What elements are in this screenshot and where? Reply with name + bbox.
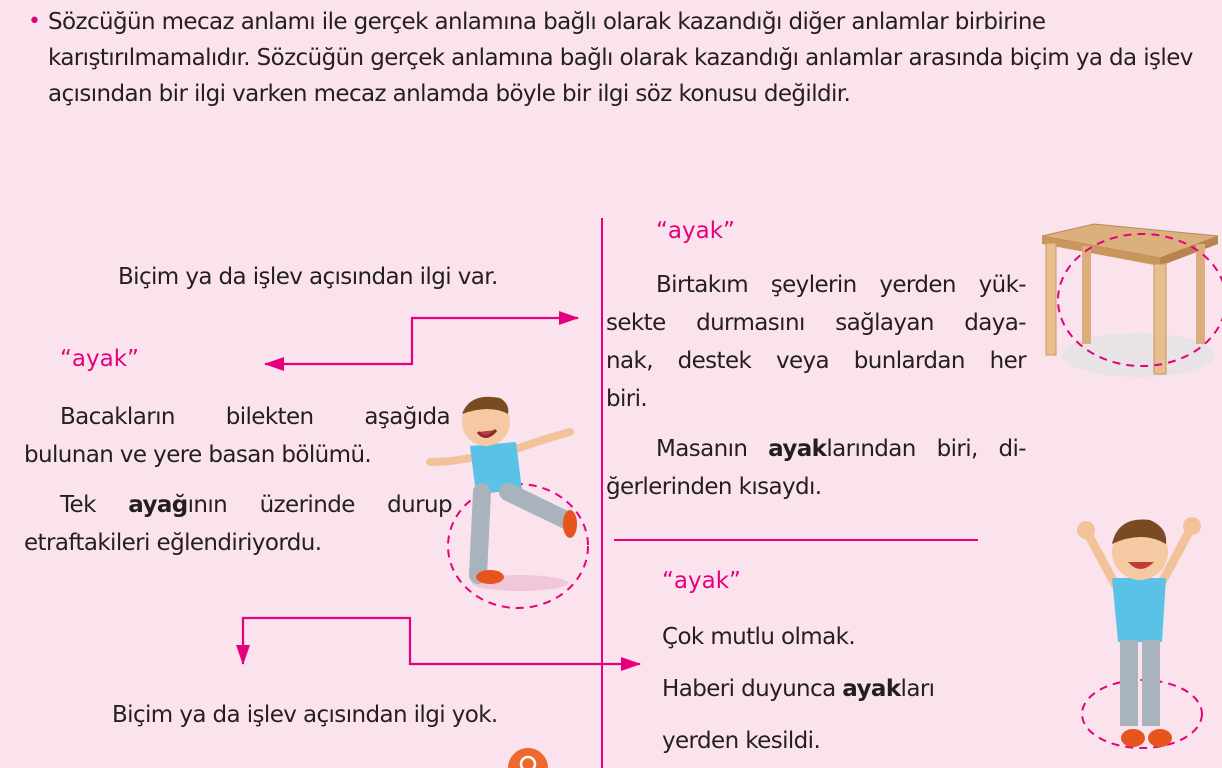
left-def-line2: bulunan ve yere basan bölümü. [24, 442, 372, 468]
right-top-def-line3: nak, destek veya bunlardan her [606, 348, 1026, 374]
right-top-example-line1: Masanın ayaklarından biri, di- [656, 436, 1026, 462]
left-def-line1: Bacakların bilekten aşağıda [60, 404, 450, 430]
right-top-def-line2: sekte durmasını sağlayan daya- [606, 310, 1026, 336]
right-bottom-example-line1: Haberi duyunca ayakları [662, 676, 935, 702]
right-top-example-line2: ğerlerinden kısaydı. [606, 474, 822, 500]
left-example-line1: Tek ayağının üzerinde durup [60, 492, 452, 518]
right-top-def-line1: Birtakım şeylerin yerden yük- [656, 272, 1026, 298]
left-example-line2: etraftakileri eğlendiriyordu. [24, 530, 322, 556]
left-term: “ayak” [60, 346, 139, 372]
right-bottom-example-line2: yerden kesildi. [662, 728, 821, 754]
right-bottom-def: Çok mutlu olmak. [662, 624, 856, 650]
right-top-term: “ayak” [656, 218, 735, 244]
relation-yes-label: Biçim ya da işlev açısından ilgi var. [118, 264, 498, 290]
intro-text: Sözcüğün mecaz anlamı ile gerçek anlamına bağlı olarak kazandığı diğer anlamlar birbirine karıştırılmamalıdır. Sözcüğün gerçek anlamına bağlı olarak kazandığı anlamlar arasında biçim ya da işlev açısından bir ilgi varken mecaz anlamda böyle bir ilgi söz konusu değildir. [48, 9, 1193, 107]
relation-no-label: Biçim ya da işlev açısından ilgi yok. [112, 702, 498, 728]
right-bottom-term: “ayak” [662, 568, 741, 594]
bullet-icon: • [28, 9, 41, 34]
right-top-def-line4: biri. [606, 386, 648, 412]
